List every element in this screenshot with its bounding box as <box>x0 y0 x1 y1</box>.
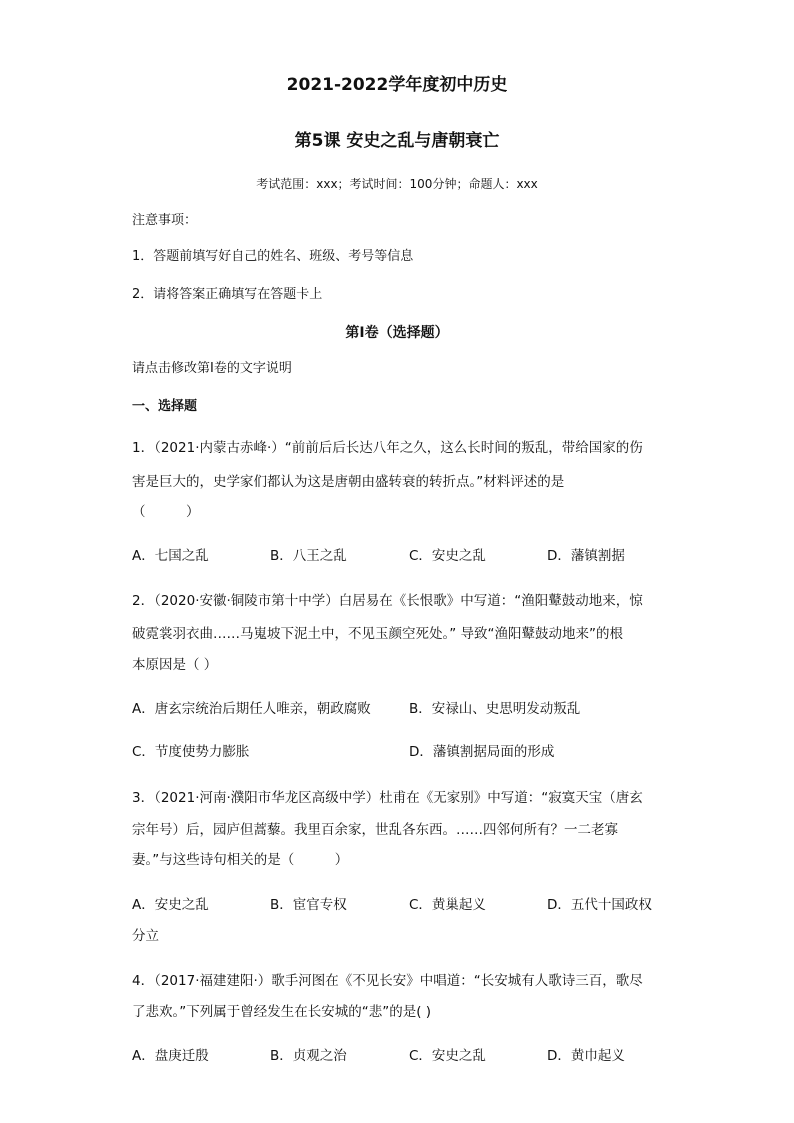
question-1-option-c: C．安史之乱 <box>409 548 486 564</box>
question-3-line: 妻。”与这些诗句相关的是（ ） <box>132 852 349 868</box>
section-description: 请点击修改第I卷的文字说明 <box>132 361 292 376</box>
lesson-title: 第5课 安史之乱与唐朝衰亡 <box>294 131 500 151</box>
notes-item: 1．答题前填写好自己的姓名、班级、考号等信息 <box>132 249 414 264</box>
question-2-option-a: A．唐玄宗统治后期任人唯亲，朝政腐败 <box>132 701 371 717</box>
exam-info: 考试范围：xxx；考试时间：100分钟；命题人：xxx <box>256 177 538 191</box>
question-4-option-d: D．黄巾起义 <box>547 1048 625 1064</box>
question-4-option-a: A．盘庚迁殷 <box>132 1048 209 1064</box>
notes-heading: 注意事项： <box>132 213 198 228</box>
question-3-option-d: D．五代十国政权 <box>547 897 652 913</box>
question-2-option-d: D．藩镇割据局面的形成 <box>409 744 555 760</box>
question-2-line: 2．（2020·安徽·铜陵市第十中学）白居易在《长恨歌》中写道：“渔阳鼙鼓动地来，惊 <box>132 593 643 609</box>
question-2-option-c: C．节度使势力膨胀 <box>132 744 250 760</box>
question-4-option-b: B．贞观之治 <box>270 1048 347 1064</box>
part-title: 一、选择题 <box>132 399 198 414</box>
question-1-option-d: D．藩镇割据 <box>547 548 625 564</box>
question-2-line: 破霓裳羽衣曲……马嵬坡下泥土中，不见玉颜空死处。” 导致“渔阳鼙鼓动地来”的根 <box>132 626 624 642</box>
document-title: 2021-2022学年度初中历史 <box>286 75 508 95</box>
question-1-line: （ ） <box>132 504 200 520</box>
question-4-line: 了悲欢。”下列属于曾经发生在长安城的“悲”的是( ) <box>132 1004 432 1020</box>
question-1-line: 害是巨大的，史学家们都认为这是唐朝由盛转衰的转折点。”材料评述的是 <box>132 474 565 490</box>
question-4-line: 4．（2017·福建建阳·）歌手河图在《不见长安》中唱道：“长安城有人歌诗三百，歌尽 <box>132 973 643 989</box>
question-4-option-c: C．安史之乱 <box>409 1048 486 1064</box>
notes-item: 2．请将答案正确填写在答题卡上 <box>132 287 323 302</box>
question-1-line: 1．（2021·内蒙古赤峰·）“前前后后长达八年之久，这么长时间的叛乱，带给国家的伤 <box>132 440 643 456</box>
question-3-line: 宗年号）后，园庐但蒿藜。我里百余家，世乱各东西。……四邻何所有？一二老寡 <box>132 822 618 838</box>
question-3-option-c: C．黄巢起义 <box>409 897 486 913</box>
section-title: 第I卷（选择题） <box>345 325 449 341</box>
question-1-option-b: B．八王之乱 <box>270 548 347 564</box>
question-3-option-d-continued: 分立 <box>132 928 159 944</box>
question-3-option-a: A．安史之乱 <box>132 897 209 913</box>
question-2-line: 本原因是（ ） <box>132 657 218 673</box>
question-2-option-b: B．安禄山、史思明发动叛乱 <box>409 701 581 717</box>
question-3-option-b: B．宦官专权 <box>270 897 347 913</box>
question-1-option-a: A．七国之乱 <box>132 548 209 564</box>
question-3-line: 3．（2021·河南·濮阳市华龙区高级中学）杜甫在《无家别》中写道：“寂寞天宝（唐玄 <box>132 790 643 806</box>
